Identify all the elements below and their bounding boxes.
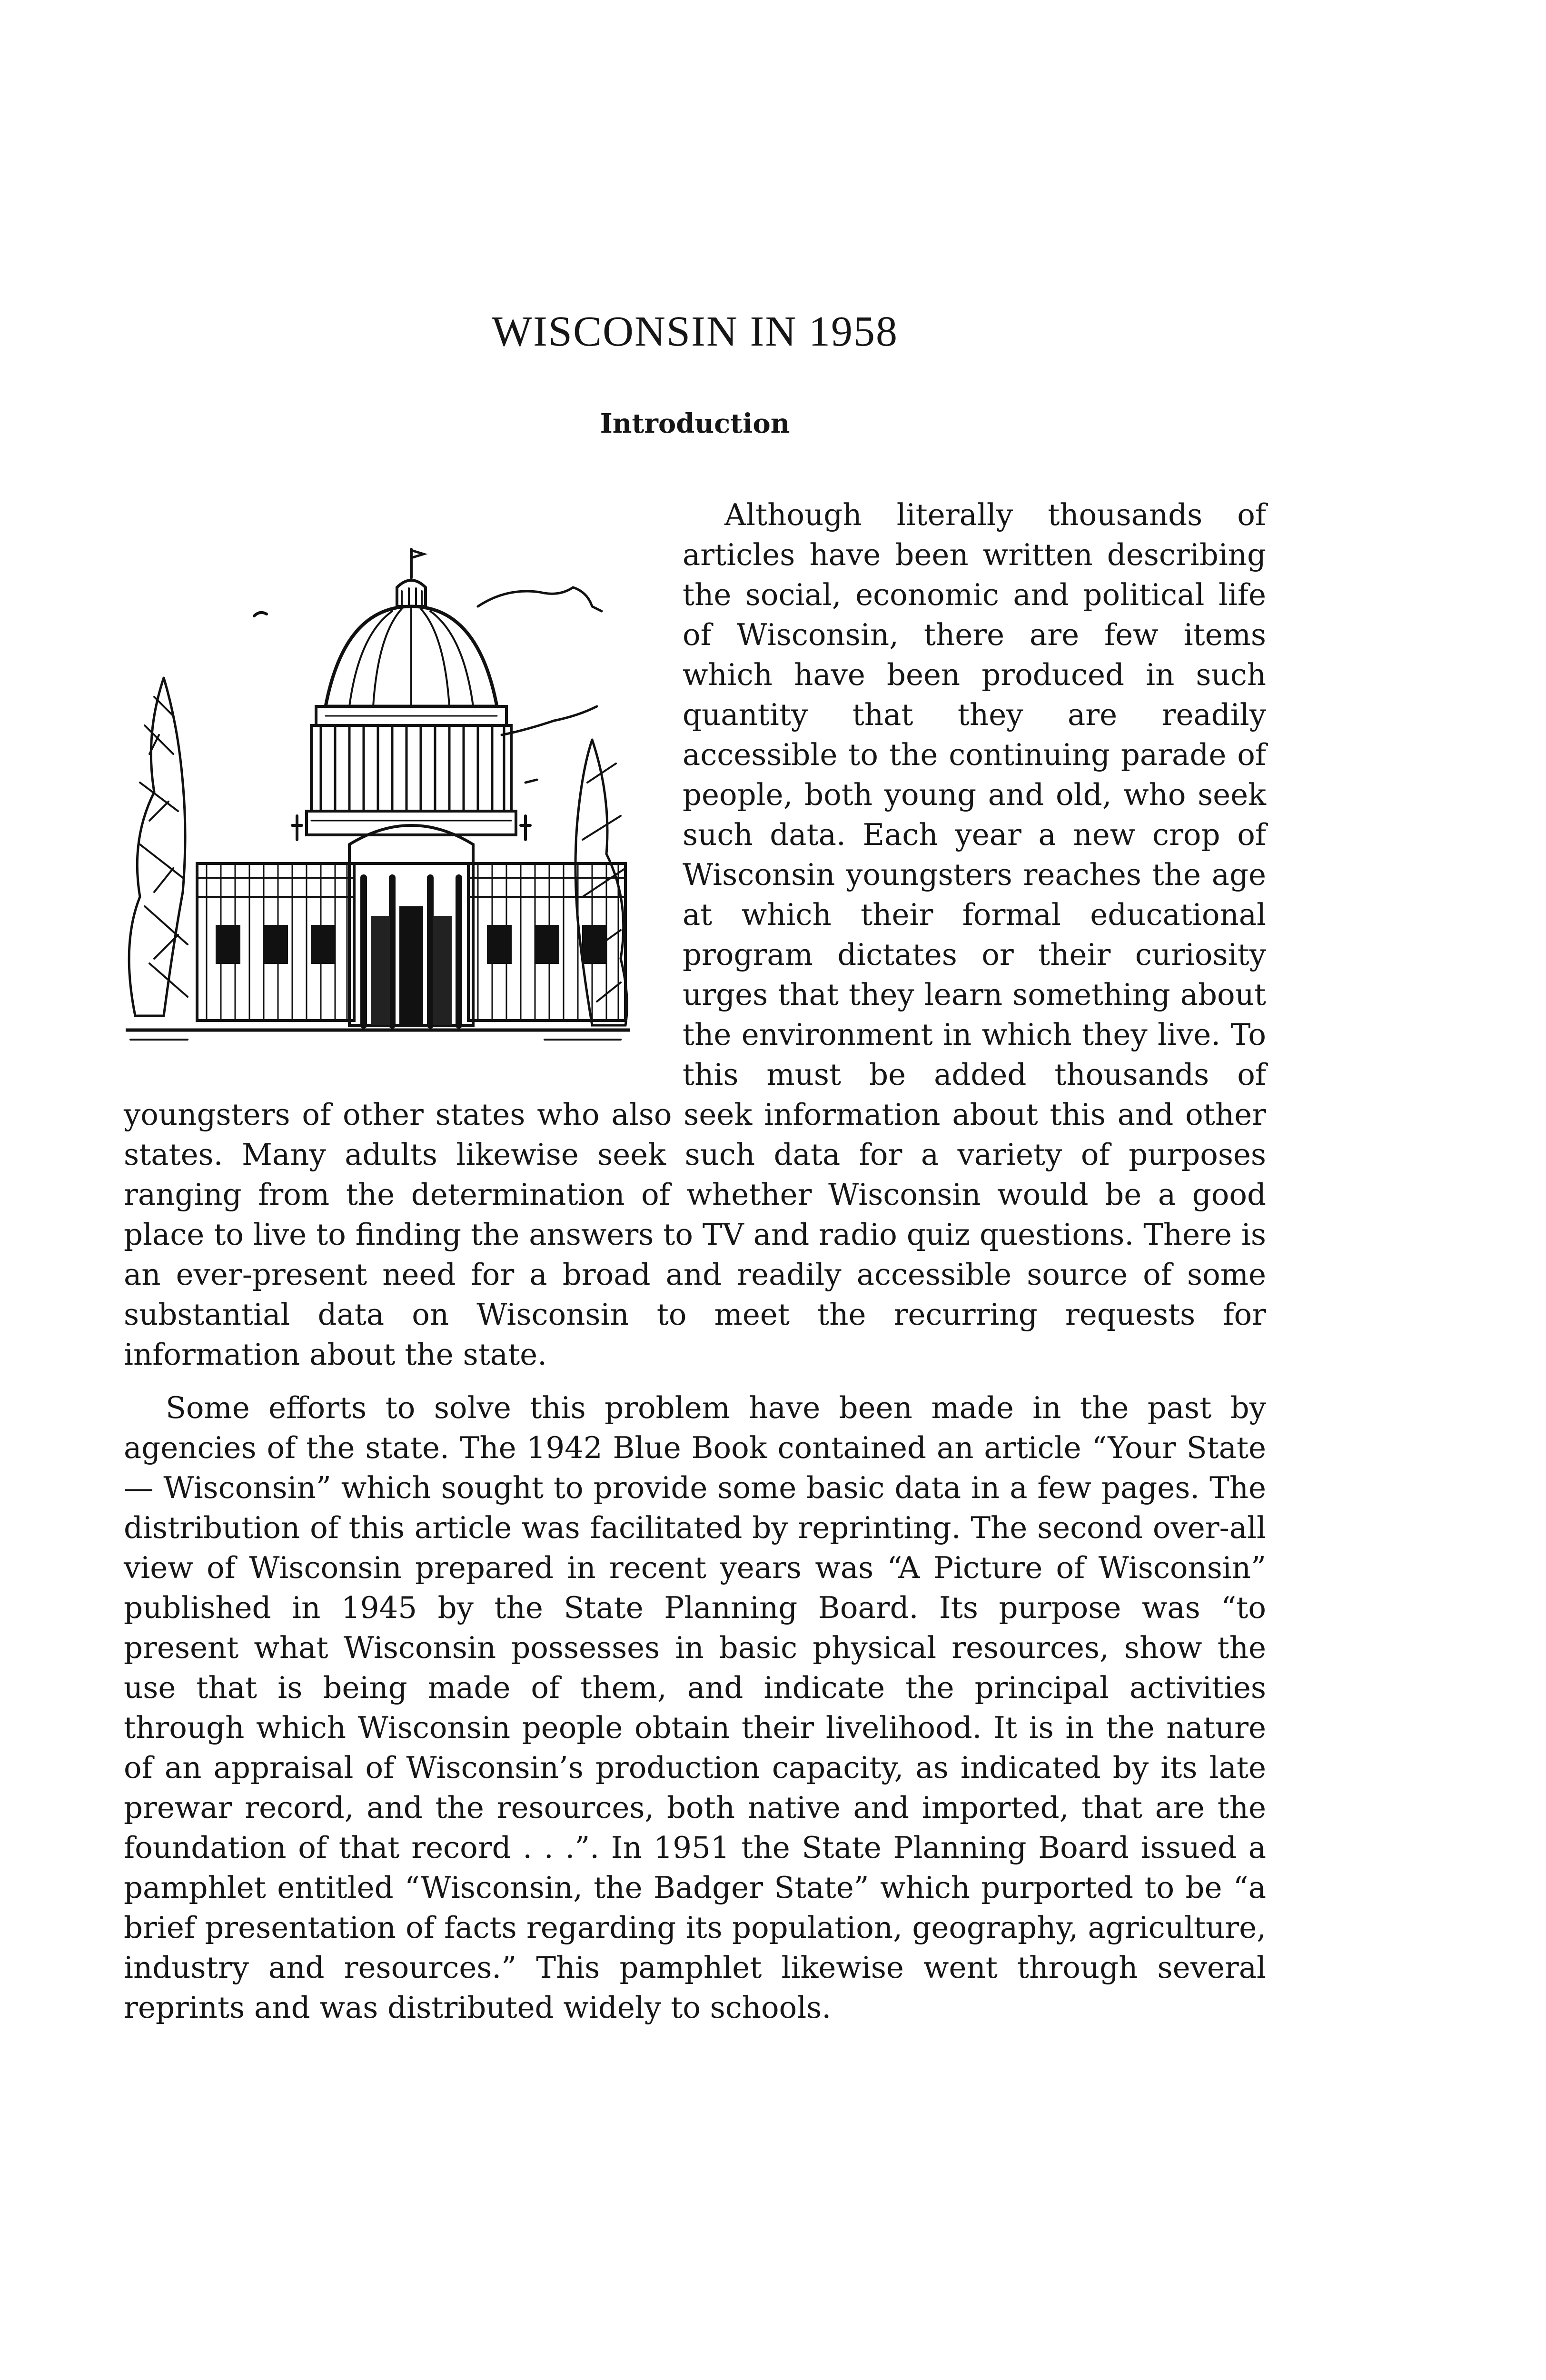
body-text	[124, 495, 1266, 2028]
page-title: WISCONSIN IN 1958	[492, 308, 898, 355]
section-heading: Introduction	[600, 408, 790, 439]
paragraph-intro: Although literally thousands of articles have been written describing the social, economic and political life of Wisconsin, there are few items which have been produced in such quantity that they are readily accessible to the continuing parade of people, both young and old, who seek such data. Each year a new crop of Wisconsin youngsters reaches the age at which their formal educational program dictates or their curiosity urges that they learn something about the environment in which they live. To this must be added thousands of youngsters of other states who also seek information about this and other states. Many adults likewise seek such data for a variety of purposes ranging from the determination of whether Wisconsin would be a good place to live to finding the answers to TV and radio quiz questions. There is an ever-present need for a broad and readily accessible source of some substantial data on Wisconsin to meet the recurring requests for information about the state.	[124, 497, 1266, 1372]
capitol-building-illustration	[126, 535, 630, 1068]
paragraph-history: Some efforts to solve this problem have been made in the past by agencies of the state. The 1942 Blue Book contained an article “Your State — Wisconsin” which sought to provide some basic data in a few pages. The distribution of this article was facilitated by reprinting. The second over-all view of Wisconsin prepared in recent years was “A Picture of Wisconsin” published in 1945 by the State Planning Board. Its purpose was “to present what Wisconsin possesses in basic physical resources, show the use that is being made of them, and indicate the principal activities through which Wisconsin people obtain their livelihood. It is in the nature of an appraisal of Wisconsin’s production capacity, as indicated by its late prewar record, and the resources, both native and imported, that are the foundation of that record . . .”. In 1951 the State Planning Board issued a pamphlet entitled “Wisconsin, the Badger State” which purported to be “a brief presentation of facts regarding its population, geography, agriculture, industry and resources.” This pamphlet likewise went through several reprints and was distributed widely to schools.	[124, 1390, 1266, 2025]
